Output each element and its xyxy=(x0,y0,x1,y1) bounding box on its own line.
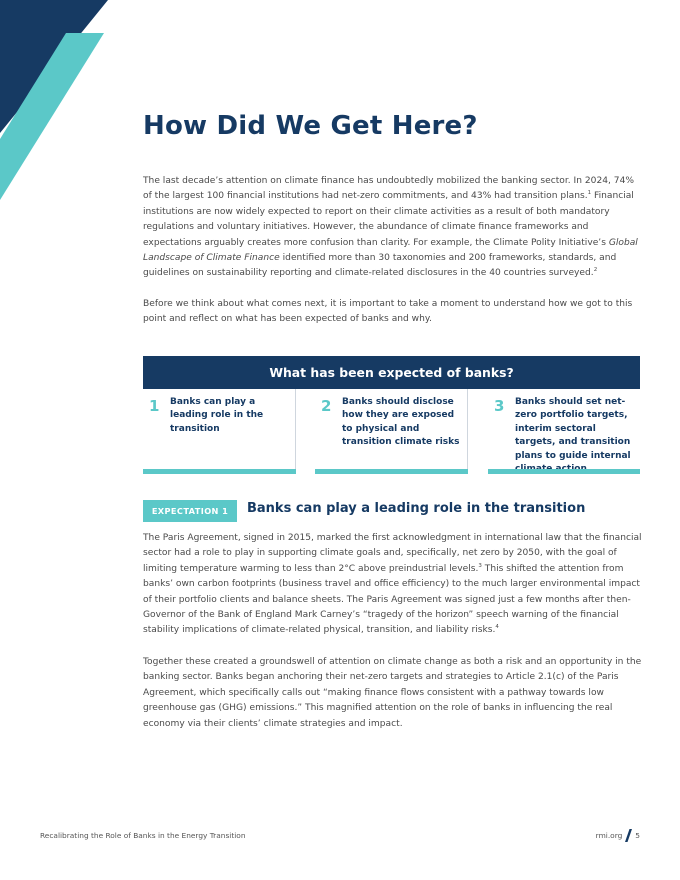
footnote-ref-4[interactable]: 4 xyxy=(495,624,499,631)
expectations-header: What has been expected of banks? xyxy=(143,356,640,389)
expectation-text: Banks should set net-zero portfolio targets, interim sectoral targets, and transition plans to guide internal xyxy=(515,397,631,461)
footer-page-info xyxy=(596,829,640,842)
expectation-item-2 xyxy=(315,389,468,474)
footnote-ref-2[interactable]: 2 xyxy=(593,267,598,274)
intro-paragraph-2: Before we think about what comes next, it is important to take a moment to understand how we got to this point and reflect on what has been expected of banks and why. xyxy=(143,299,633,325)
expectation-number: 1 xyxy=(149,397,160,415)
slash-logo-icon xyxy=(625,829,632,842)
expectations-summary-box xyxy=(143,356,640,474)
expectation-item-3 xyxy=(488,389,640,474)
footnote-ref-1[interactable]: 1 xyxy=(587,190,592,197)
footer-site-link[interactable]: rmi.org xyxy=(595,831,623,840)
expectation-paragraph-1: The Paris Agreement, signed in 2015, marked the first acknowledgment in international law that the financial sector had a role to play in supporting climate goals and, specifically, net zero by 2050, with the goal of limiting temperature warming to less than 2°C above preindustrial levels.$^3$ This shifted the attention from banks’ own carbon footprints (business travel and office efficiency) to the much larger environmental impact of their portfolio clients and balance sheets. The Paris Agreement was signed just a few months after then-Governor of the Bank of England Mark Carney’s “tragedy of the horizon” speech warning of the financial stability implications of climate-related physical, transition, and liability risks.$^4$ xyxy=(143,533,642,636)
intro-paragraph-1: The last decade’s attention on climate finance has undoubtedly mobilized the banking sector. In 2024, 74% of the largest 100 financial institutions had net-zero commitments, and 43% had transition plans.$^1$ Financial institutions are now widely expected to report on their climate activities as a result of both mandatory regulations and voluntary initiatives. However, the abundance of climate finance frameworks and expectations arguably creates more confusion than clarity. For example, the Climate Polity Initiative’s Global Landscape of Climate Finance identified more than 30 taxonomies and 200 frameworks, standards, and guidelines on sustainability reporting and climate-related disclosures in the 40 countries surveyed.$^2$ xyxy=(143,176,638,279)
expectation-underline xyxy=(315,469,468,474)
expectation-number: 3 xyxy=(494,397,505,415)
column-divider xyxy=(467,389,468,469)
expectation-paragraph-2: Together these created a groundswell of attention on climate change as both a risk and an opportunity in the banking sector. Banks began anchoring their net-zero targets and strategies to Article 2.1(c) of the Paris Agreement, which specifically calls out “making finance flows consistent with a pathway towards low greenhouse gas (GHG) emissions.” This magnified attention on the role of banks in influencing the real economy via their clients’ climate strategies and impact. xyxy=(143,657,642,729)
footnote-ref-3[interactable]: 3 xyxy=(478,562,482,569)
expectation-item-1 xyxy=(143,389,296,474)
expectation-title: Banks can play a leading role in the transition xyxy=(247,501,586,516)
page-title: How Did We Get Here? xyxy=(143,111,478,141)
expectation-underline xyxy=(143,469,296,474)
expectation-text: Banks should disclose how they are exposed to physical and transition climate risks xyxy=(342,397,460,448)
page-number: 5 xyxy=(635,831,640,840)
expectation-underline xyxy=(488,469,640,474)
corner-stripes-decoration xyxy=(0,0,120,210)
column-divider xyxy=(295,389,296,469)
expectation-badge: EXPECTATION 1 xyxy=(143,500,237,522)
expectation-text: Banks can play a leading role in the transition xyxy=(170,397,264,434)
expectation-number: 2 xyxy=(321,397,332,415)
footer-document-title: Recalibrating the Role of Banks in the Energy Transition xyxy=(40,831,246,840)
